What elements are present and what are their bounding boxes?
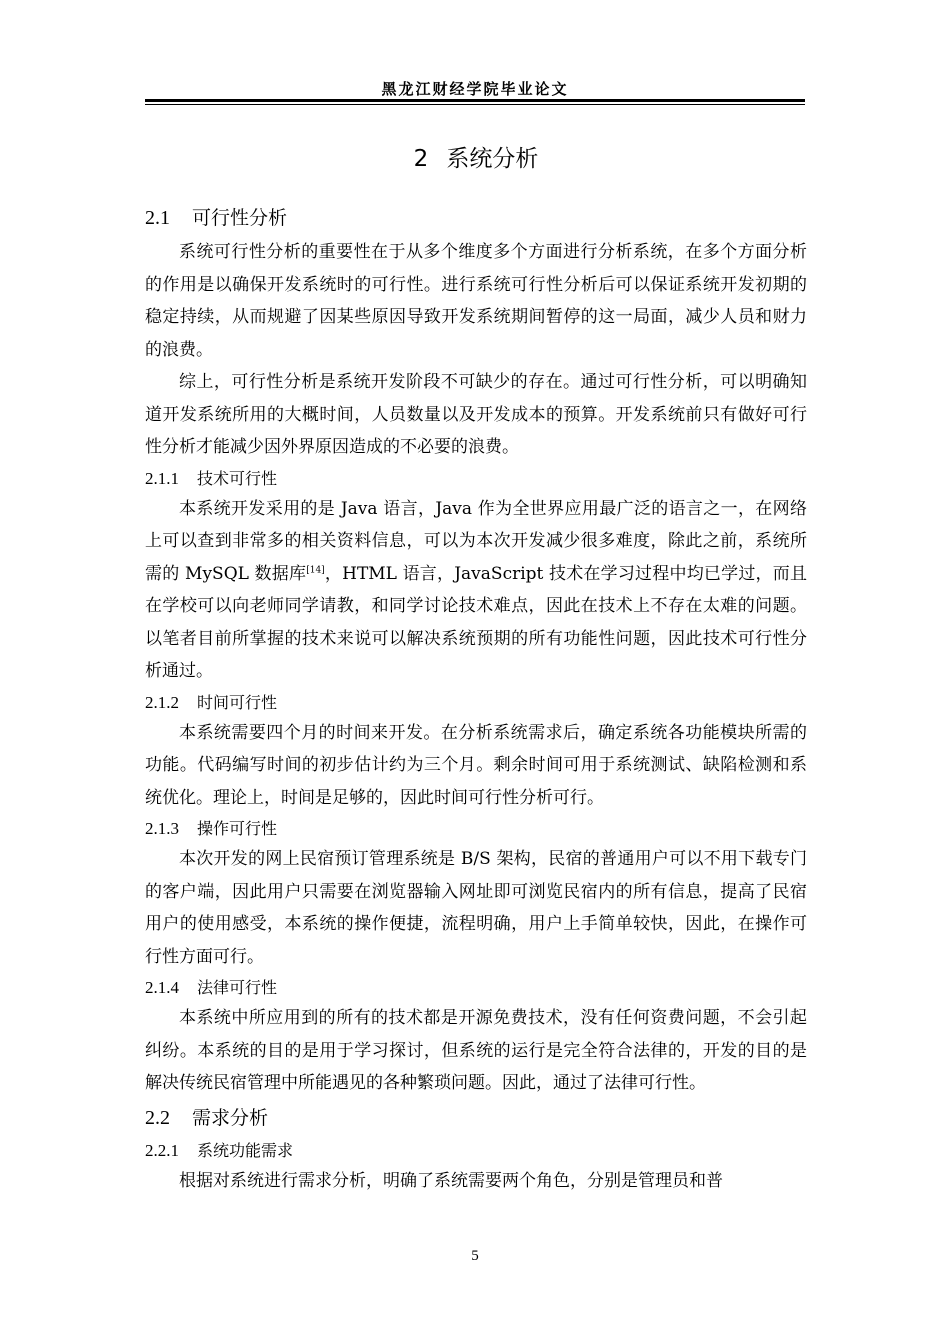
subsection-heading-2-1-3 xyxy=(145,814,807,843)
subsection-title: 系统功能需求 xyxy=(197,1140,294,1160)
citation-marker: [14] xyxy=(306,564,325,575)
paragraph-feasibility-importance: 系统可行性分析的重要性在于从多个维度多个方面进行分析系统，在多个方面分析的作用是以确保开发系统时的可行性。进行系统可行性分析后可以保证系统开发初期的稳定持续，从而规避了因某些原因导致开发系统期间暂停的这一局面，减少人员和财力的浪费。 xyxy=(145,242,807,360)
subsection-number: 2.1.4 xyxy=(145,978,179,997)
chapter-number: 2 xyxy=(413,146,429,172)
subsection-title: 时间可行性 xyxy=(197,692,278,712)
chapter-title: 系统分析 xyxy=(446,146,539,172)
paragraph-functional-requirements: 根据对系统进行需求分析，明确了系统需要两个角色，分别是管理员和普 xyxy=(179,1170,723,1191)
subsection-heading-2-2-1 xyxy=(145,1136,807,1165)
paragraph-text-part-b: ，HTML 语言，JavaScript 技术在学习过程中均已学过，而且在学校可以向老师同学请教，和同学讨论技术难点，因此在技术上不存在太难的问题。以笔者目前所掌握的技术来说可以解决系统预期的所有功能性问题，因此技术可行性分析通过。 xyxy=(145,563,807,681)
section-number: 2.1 xyxy=(145,207,170,229)
subsection-title: 操作可行性 xyxy=(197,819,278,838)
paragraph-text-part-a: 本系统开发采用的是 Java 语言，Java 作为全世界应用最广泛的语言之一，在网络上可以查到非常多的相关资料信息，可以为本次开发减少很多难度，除此之前，系统所需的 MySQL 数据库 xyxy=(145,498,807,584)
section-heading-2-1 xyxy=(145,200,807,236)
section-heading-2-2 xyxy=(145,1100,807,1136)
paragraph-time-feasibility: 本系统需要四个月的时间来开发。在分析系统需求后，确定系统各功能模块所需的功能。代码编写时间的初步估计约为三个月。剩余时间可用于系统测试、缺陷检测和系统优化。理论上，时间是足够的，因此时间可行性分析可行。 xyxy=(145,722,807,808)
page-body xyxy=(145,138,807,1197)
subsection-number: 2.2.1 xyxy=(145,1140,179,1160)
subsection-number: 2.1.1 xyxy=(145,468,179,488)
subsection-heading-2-1-2 xyxy=(145,688,807,717)
section-title: 可行性分析 xyxy=(192,207,288,229)
header-rule-thick xyxy=(145,99,805,102)
paragraph-legal-feasibility: 本系统中所应用到的所有的技术都是开源免费技术，没有任何资费问题，不会引起纠纷。本系统的目的是用于学习探讨，但系统的运行是完全符合法律的，开发的目的是解决传统民宿管理中所能遇见的各种繁琐问题。因此，通过了法律可行性。 xyxy=(145,1008,807,1093)
subsection-heading-2-1-1 xyxy=(145,464,807,493)
subsection-number: 2.1.3 xyxy=(145,819,179,838)
page-number: 5 xyxy=(471,1248,479,1264)
paragraph-feasibility-summary: 综上，可行性分析是系统开发阶段不可缺少的存在。通过可行性分析，可以明确知道开发系统所用的大概时间，人员数量以及开发成本的预算。开发系统前只有做好可行性分析才能减少因外界原因造成的不必要的浪费。 xyxy=(145,372,807,457)
paragraph-operation-feasibility: 本次开发的网上民宿预订管理系统是 B/S 架构，民宿的普通用户可以不用下载专门的客户端，因此用户只需要在浏览器输入网址即可浏览民宿内的所有信息，提高了民宿用户的使用感受，本系统的操作便捷，流程明确，用户上手简单较快，因此，在操作可行性方面可行。 xyxy=(145,849,807,967)
page-header-title: 黑龙江财经学院毕业论文 xyxy=(381,80,569,98)
paragraph-technical-feasibility xyxy=(145,493,807,688)
subsection-number: 2.1.2 xyxy=(145,692,179,712)
subsection-title: 技术可行性 xyxy=(197,468,278,488)
section-number: 2.2 xyxy=(145,1106,170,1129)
subsection-heading-2-1-4 xyxy=(145,973,807,1002)
header-rule-thin xyxy=(145,104,805,105)
section-title: 需求分析 xyxy=(192,1106,269,1129)
chapter-heading xyxy=(145,138,807,180)
subsection-title: 法律可行性 xyxy=(197,978,278,997)
